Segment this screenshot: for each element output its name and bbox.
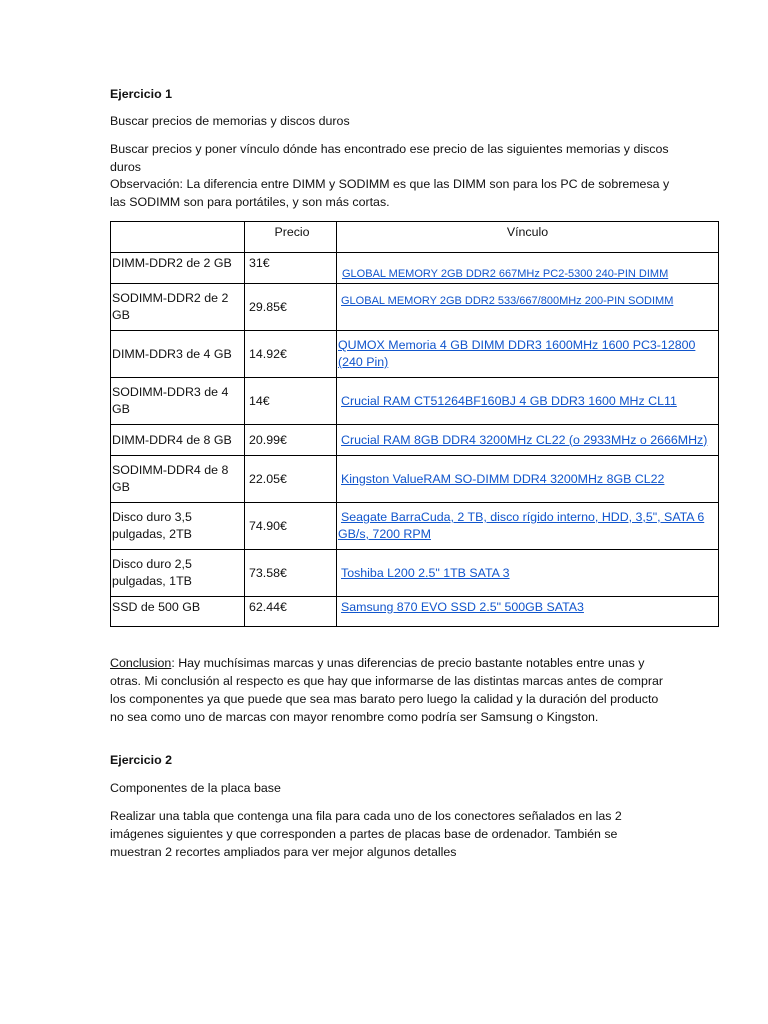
table-row <box>111 550 719 597</box>
price-cell: 20.99€ <box>245 425 337 456</box>
exercise1-observation: Observación: La diferencia entre DIMM y SODIMM es que las DIMM son para los PC de sobremesa y las SODIMM son para portátiles, y son más cortas. <box>110 177 670 209</box>
product-link[interactable]: Kingston ValueRAM SO-DIMM DDR4 3200MHz 8GB CL22 <box>341 471 665 486</box>
item-cell: SODIMM-DDR2 de 2 GB <box>111 284 245 331</box>
exercise1-subtitle: Buscar precios de memorias y discos duros <box>110 114 350 128</box>
link-cell <box>337 597 719 627</box>
price-cell: 74.90€ <box>245 503 337 550</box>
product-link[interactable]: Crucial RAM CT51264BF160BJ 4 GB DDR3 1600 MHz CL11 <box>341 393 677 408</box>
conclusion-paragraph <box>110 654 670 726</box>
exercise2-text: Realizar una tabla que contenga una fila para cada uno de los conectores señalados en las 2 imágenes siguientes y que corresponden a partes de placas base de ordenador. También se muestran 2 recortes ampliados para ver mejor algunos detalles <box>110 809 622 859</box>
table-row <box>111 378 719 425</box>
link-cell <box>337 550 719 597</box>
price-cell: 73.58€ <box>245 550 337 597</box>
product-link[interactable]: Crucial RAM 8GB DDR4 3200MHz CL22 (o 2933MHz o 2666MHz) <box>341 432 708 447</box>
item-cell: SODIMM-DDR3 de 4 GB <box>111 378 245 425</box>
link-cell <box>337 284 719 331</box>
item-cell: DIMM-DDR2 de 2 GB <box>111 253 245 284</box>
exercise2-subtitle: Componentes de la placa base <box>110 781 281 795</box>
product-link[interactable]: Toshiba L200 2.5" 1TB SATA 3 <box>341 565 510 580</box>
table-row <box>111 456 719 503</box>
exercise1-title: Ejercicio 1 <box>110 87 172 101</box>
table-row <box>111 597 719 627</box>
link-cell <box>337 331 719 378</box>
header-cell-price <box>245 222 337 253</box>
table-row <box>111 331 719 378</box>
table-row <box>111 284 719 331</box>
exercise2-title: Ejercicio 2 <box>110 753 172 767</box>
prices-table <box>110 221 719 627</box>
link-cell <box>337 503 719 550</box>
header-link-label: Vínculo <box>506 225 549 239</box>
product-link[interactable]: QUMOX Memoria 4 GB DIMM DDR3 1600MHz 1600 PC3-12800 (240 Pin) <box>338 338 696 369</box>
item-cell: DIMM-DDR4 de 8 GB <box>111 425 245 456</box>
price-cell: 22.05€ <box>245 456 337 503</box>
conclusion-text: : Hay muchísimas marcas y unas diferencias de precio bastante notables entre unas y otras. Mi conclusión al respecto es que hay que informarse de las distintas marcas antes de comprar los componentes ya que puede que sea mas barato pero luego la calidad y la duración del producto no sea como uno de marcas con mayor renombre como podría ser Samsung o Kingston. <box>110 656 664 724</box>
link-cell <box>337 425 719 456</box>
price-cell: 31€ <box>245 253 337 284</box>
link-cell <box>337 456 719 503</box>
item-cell: Disco duro 2,5 pulgadas, 1TB <box>111 550 245 597</box>
table-row <box>111 503 719 550</box>
table-row <box>111 253 719 284</box>
table-row <box>111 425 719 456</box>
link-cell <box>337 378 719 425</box>
product-link[interactable]: Samsung 870 EVO SSD 2.5" 500GB SATA3 <box>341 600 584 614</box>
header-cell-empty <box>111 222 245 253</box>
table-header-row <box>111 222 719 253</box>
header-cell-link <box>337 222 719 253</box>
conclusion-label: Conclusion <box>110 656 172 670</box>
product-link[interactable]: GLOBAL MEMORY 2GB DDR2 533/667/800MHz 200-PIN SODIMM <box>341 295 674 307</box>
price-cell: 14€ <box>245 378 337 425</box>
link-cell <box>337 253 719 284</box>
header-price-label: Precio <box>274 225 310 239</box>
item-cell: SSD de 500 GB <box>111 597 245 627</box>
item-cell: Disco duro 3,5 pulgadas, 2TB <box>111 503 245 550</box>
price-cell: 62.44€ <box>245 597 337 627</box>
item-cell: SODIMM-DDR4 de 8 GB <box>111 456 245 503</box>
product-link[interactable]: Seagate BarraCuda, 2 TB, disco rígido interno, HDD, 3,5", SATA 6 GB/s, 7200 RPM <box>338 510 705 541</box>
exercise1-instruction: Buscar precios y poner vínculo dónde has encontrado ese precio de las siguientes memorias y discos duros <box>110 142 669 174</box>
price-cell: 29.85€ <box>245 284 337 331</box>
item-cell: DIMM-DDR3 de 4 GB <box>111 331 245 378</box>
product-link[interactable]: GLOBAL MEMORY 2GB DDR2 667MHz PC2-5300 240-PIN DIMM <box>342 268 669 280</box>
price-cell: 14.92€ <box>245 331 337 378</box>
